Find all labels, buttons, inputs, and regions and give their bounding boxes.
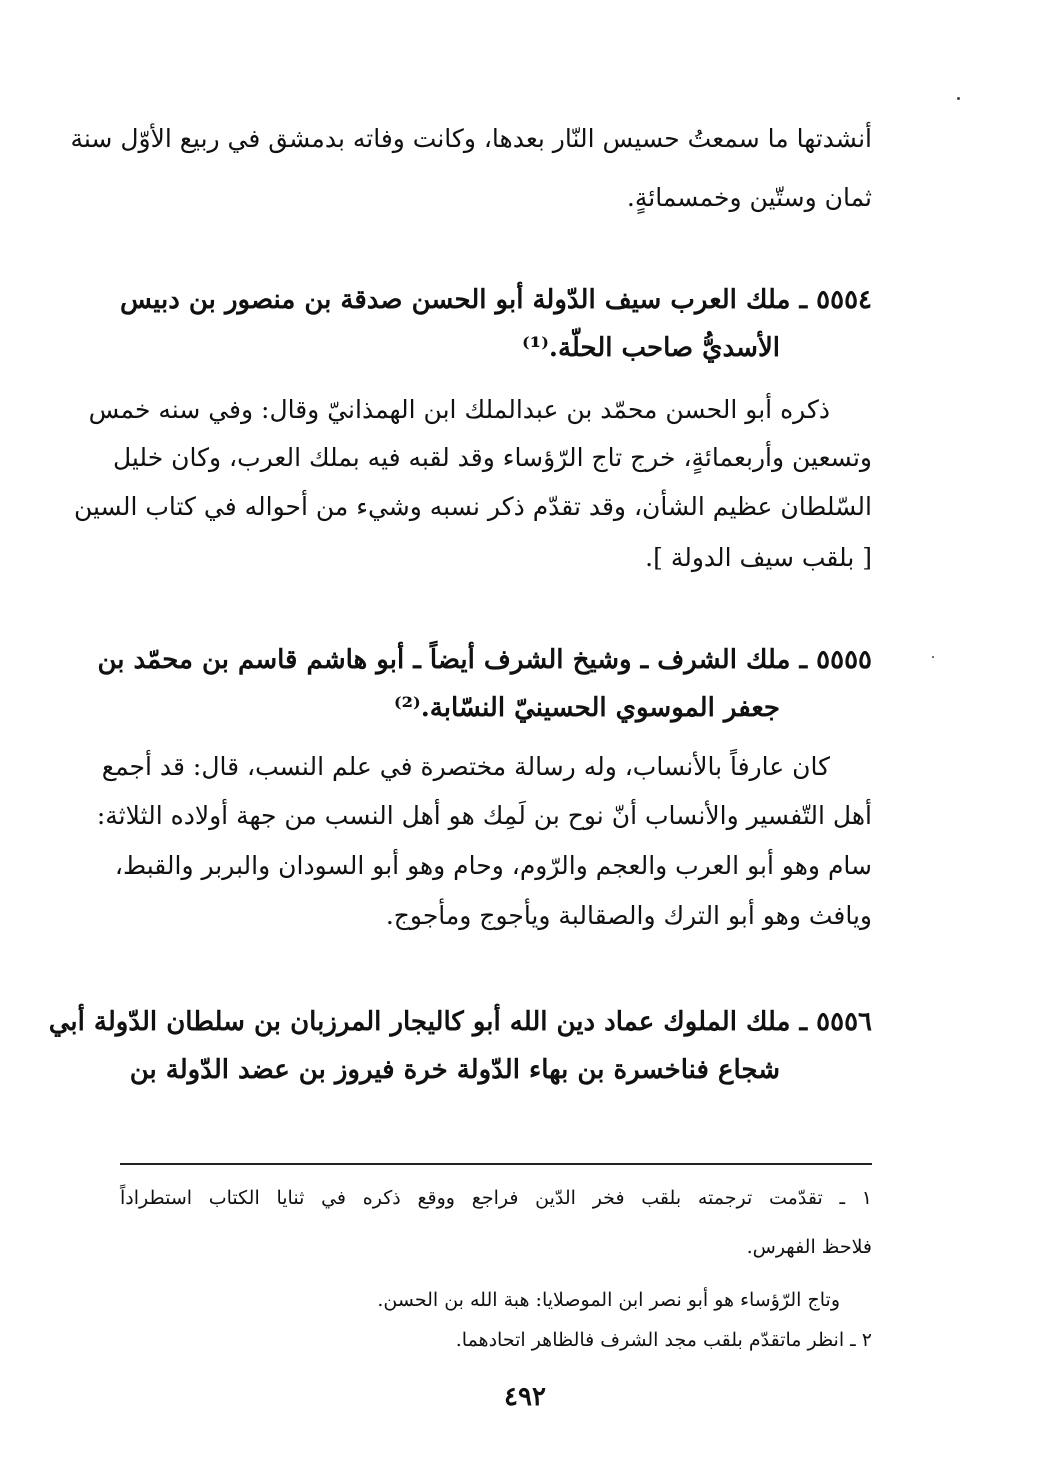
entry-5554-body-line-3: السّلطان عظيم الشأن، وقد تقدّم ذكر نسبه وشيء من أحواله في كتاب السين bbox=[73, 492, 872, 521]
entry-5555-body-line-3: سام وهو أبو العرب والعجم والرّوم، وحام وهو أبو السودان والبربر والقبط، bbox=[114, 851, 872, 880]
footnote-1-line-1: ١ ـ تقدّمت ترجمته بلقب فخر الدّين فراجع ووقع ذكره في ثنايا الكتاب استطراداً bbox=[120, 1187, 872, 1209]
entry-5554-heading-line-1: ٥٥٥٤ ـ ملك العرب سيف الدّولة أبو الحسن صدقة بن منصور بن دبيس bbox=[120, 285, 872, 315]
entry-5554-body-line-1: ذكره أبو الحسن محمّد بن عبدالملك ابن الهمذانيّ وقال: وفي سنه خمس bbox=[88, 395, 830, 424]
entry-5556-heading-line-2: شجاع فناخسرة بن بهاء الدّولة خرة فيروز بن عضد الدّولة بن bbox=[129, 1055, 780, 1085]
footnote-1-line-2: فلاحظ الفهرس. bbox=[746, 1236, 872, 1258]
page-number: ٤٩٢ bbox=[504, 1382, 546, 1412]
entry-5555-body-line-1: كان عارفاً بالأنساب، وله رسالة مختصرة في علم النسب، قال: قد أجمع bbox=[101, 752, 830, 781]
footnote-2: ٢ ـ انظر ماتقدّم بلقب مجد الشرف فالظاهر اتحادهما. bbox=[455, 1329, 872, 1351]
entry-5556-heading-line-1: ٥٥٥٦ ـ ملك الملوك عماد دين الله أبو كاليجار المرزبان بن سلطان الدّولة أبي bbox=[48, 1007, 872, 1037]
scan-speck bbox=[957, 97, 960, 100]
scan-speck bbox=[932, 656, 934, 658]
intro-line-2: ثمان وستّين وخمسمائةٍ. bbox=[626, 183, 872, 212]
footnote-separator bbox=[120, 1163, 872, 1165]
footnote-1-line-3: وتاج الرّؤساء هو أبو نصر ابن الموصلايا: هبة الله بن الحسن. bbox=[377, 1289, 840, 1311]
entry-5555-body-line-4: ويافث وهو أبو الترك والصقالبة ويأجوج ومأجوج. bbox=[385, 901, 872, 930]
entry-5554-heading-line-2: الأسديُّ صاحب الحلّة.⁽¹⁾ bbox=[522, 333, 780, 363]
intro-line-1: أنشدتها ما سمعتُ حسيس النّار بعدها، وكانت وفاته بدمشق في ربيع الأوّل سنة bbox=[70, 124, 872, 153]
entry-5555-body-line-2: أهل التّفسير والأنساب أنّ نوح بن لَمِك هو أهل النسب من جهة أولاده الثلاثة: bbox=[96, 801, 872, 830]
entry-5554-body-line-2: وتسعين وأربعمائةٍ، خرج تاج الرّؤساء وقد لقبه فيه بملك العرب، وكان خليل bbox=[112, 443, 872, 472]
entry-5555-heading-line-1: ٥٥٥٥ ـ ملك الشرف ـ وشيخ الشرف أيضاً ـ أبو هاشم قاسم بن محمّد بن bbox=[97, 645, 872, 675]
entry-5554-body-line-4: [ بلقب سيف الدولة ]. bbox=[645, 543, 872, 572]
entry-5555-heading-line-2: جعفر الموسوي الحسينيّ النسّابة.⁽²⁾ bbox=[393, 693, 780, 723]
